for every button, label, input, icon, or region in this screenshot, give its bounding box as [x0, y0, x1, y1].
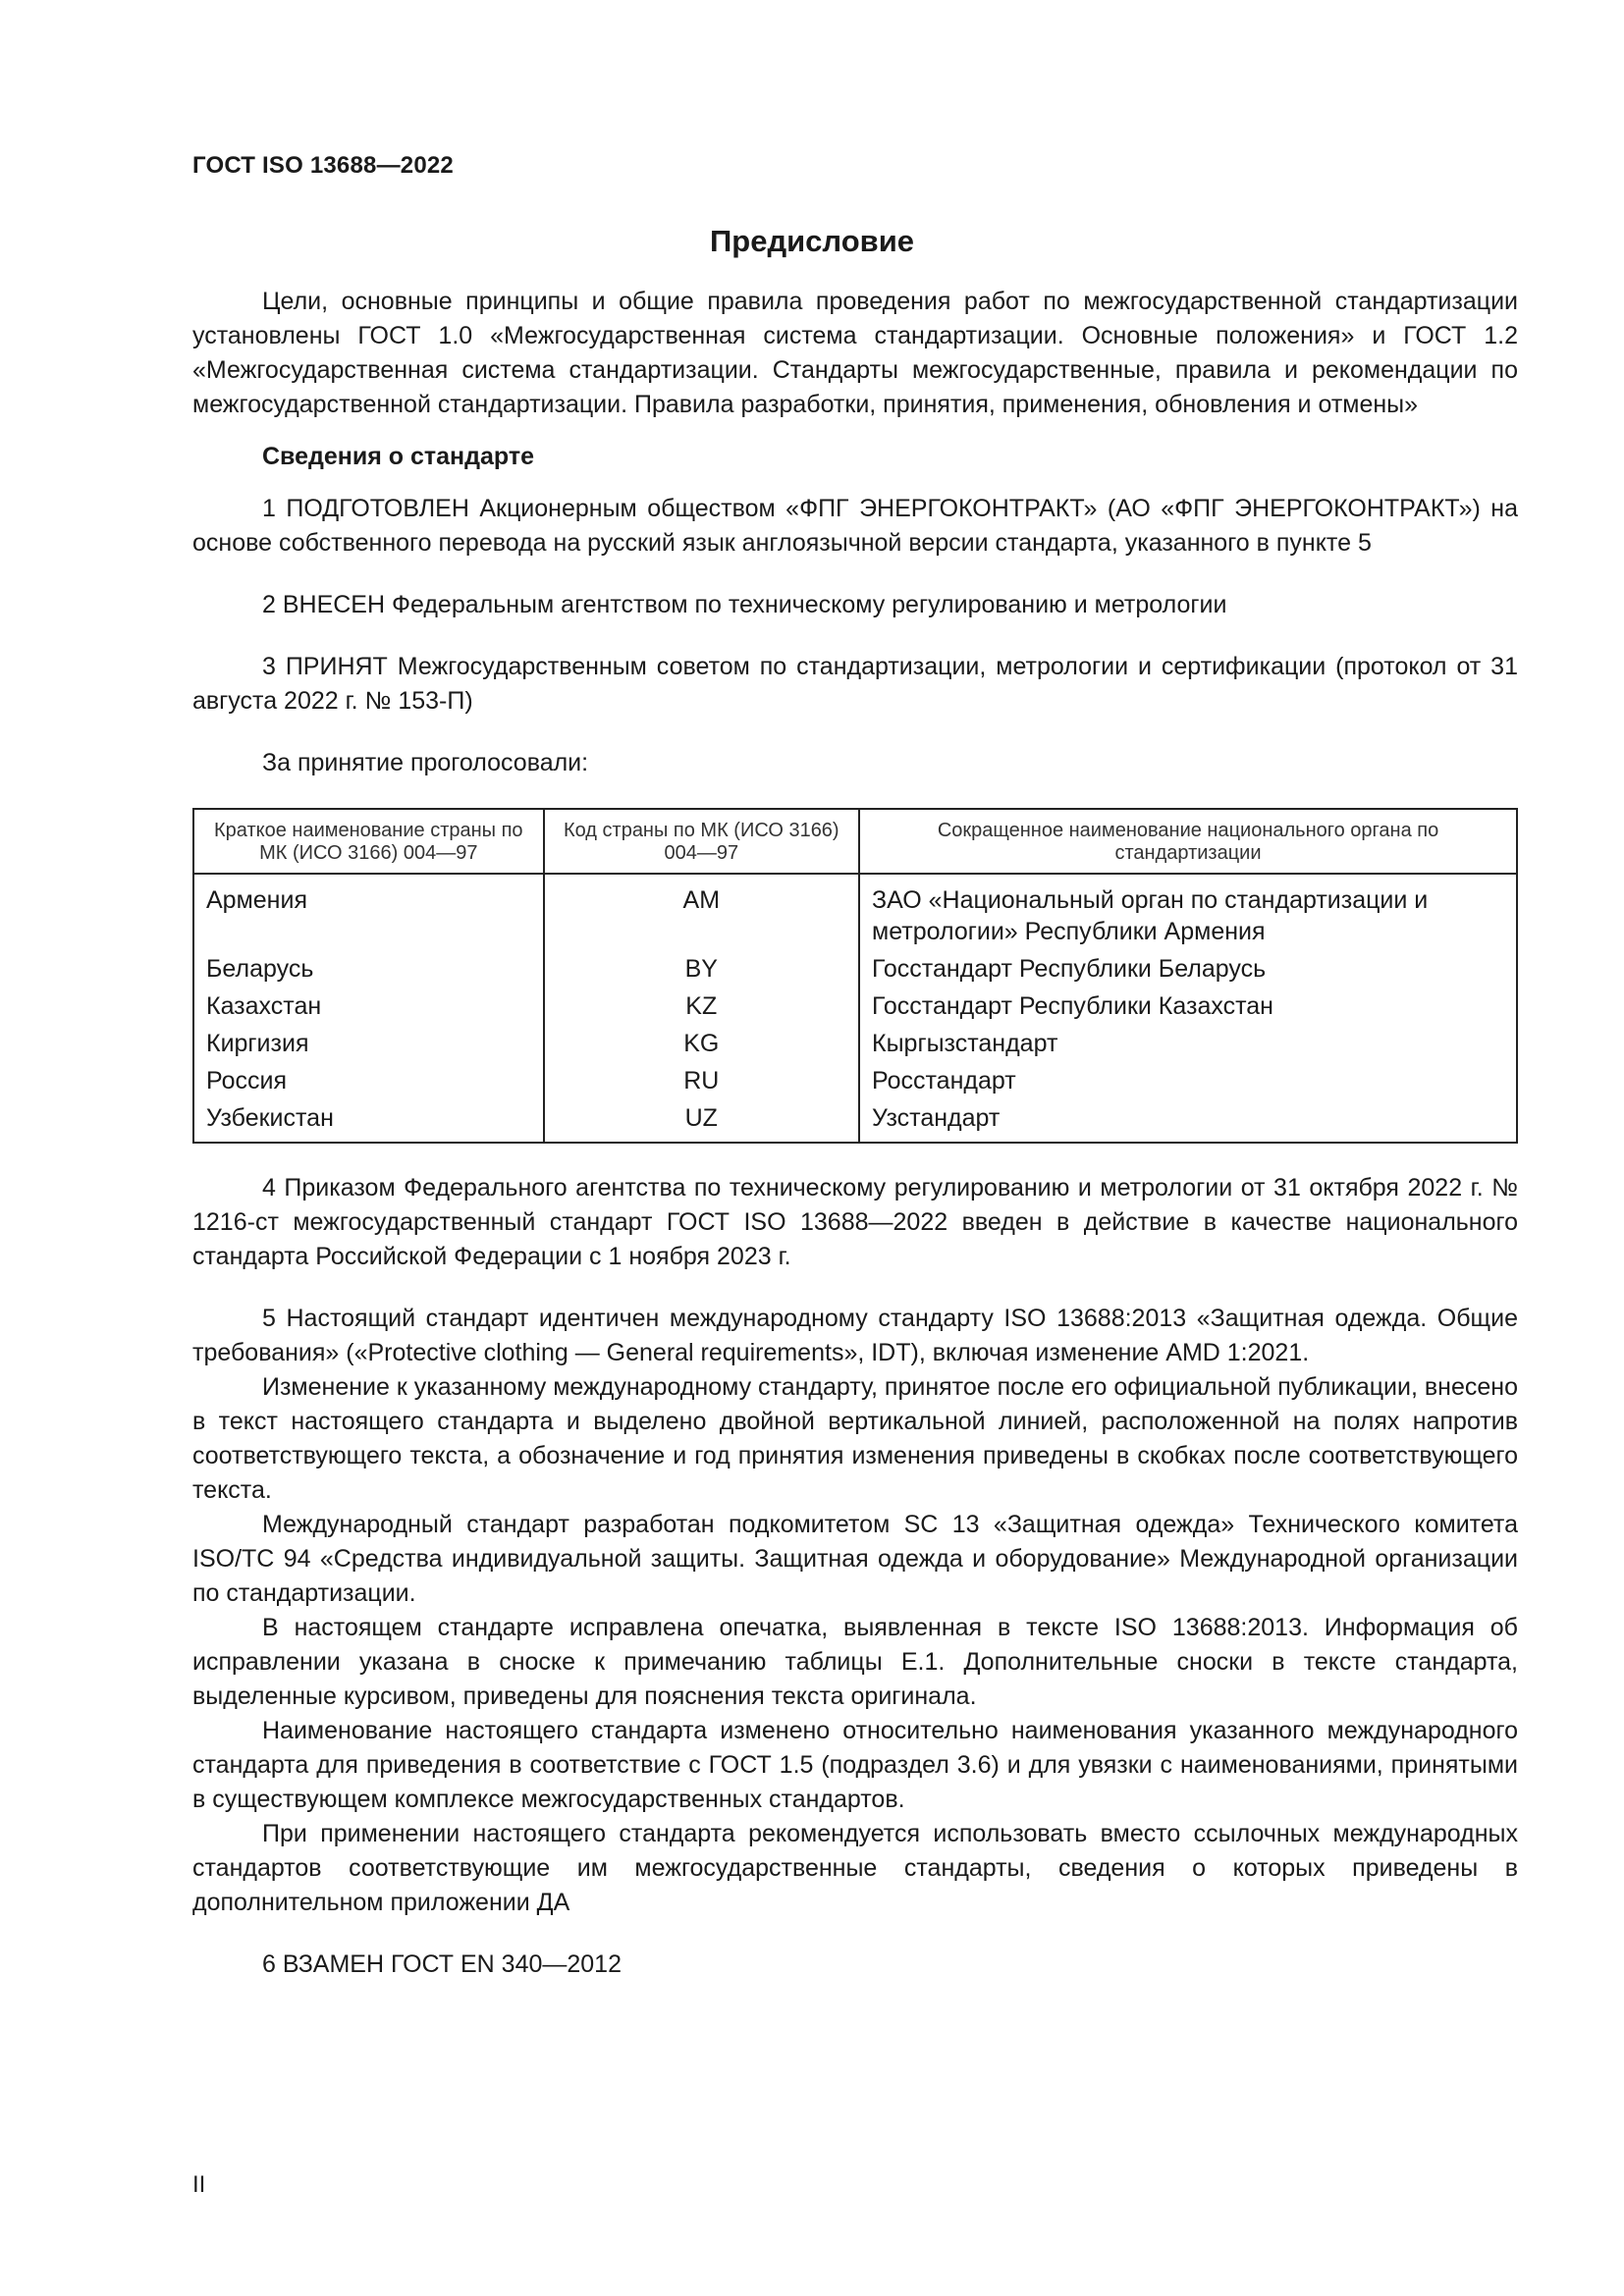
- item-2-paragraph: 2 ВНЕСЕН Федеральным агентством по техническому регулированию и метрологии: [262, 591, 1227, 618]
- item-1-paragraph: 1 ПОДГОТОВЛЕН Акционерным обществом «ФПГ ЭНЕРГОКОНТРАКТ» (АО «ФПГ ЭНЕРГОКОНТРАКТ») на основе собственного перевода на русский язык англоязычной версии стандарта, указанного в пункте 5: [192, 495, 1518, 557]
- item-5-title-change-paragraph: Наименование настоящего стандарта изменено относительно наименования указанного международного стандарта для приведения в соответствие с ГОСТ 1.5 (подраздел 3.6) и для увязки с наименованиями, принятыми в существующем комплексе межгосударственных стандартов.: [192, 1717, 1518, 1813]
- country-code-cell: BY: [544, 950, 859, 988]
- voting-countries-table: [192, 808, 1518, 1144]
- table-row: [193, 988, 1517, 1025]
- item-5-paragraph: 5 Настоящий стандарт идентичен международному стандарту ISO 13688:2013 «Защитная одежда. Общие требования» («Protective clothing — General requirements», IDT), включая изменение AMD 1:2021.: [192, 1305, 1518, 1366]
- intro-paragraph: Цели, основные принципы и общие правила проведения работ по межгосударственной стандартизации установлены ГОСТ 1.0 «Межгосударственная система стандартизации. Основные положения» и ГОСТ 1.2 «Межгосударственная система стандартизации. Стандарты межгосударственные, правила и рекомендации по межгосударственной стандартизации. Правила разработки, принятия, применения, обновления и отмены»: [192, 288, 1518, 418]
- item-4-paragraph: 4 Приказом Федерального агентства по техническому регулированию и метрологии от 31 октября 2022 г. № 1216-ст межгосударственный стандарт ГОСТ ISO 13688—2022 введен в действие в качестве национального стандарта Российской Федерации с 1 ноября 2023 г.: [192, 1174, 1518, 1270]
- standard-code-header: ГОСТ ISO 13688—2022: [192, 152, 454, 179]
- standards-body-cell: Кыргызстандарт: [859, 1025, 1517, 1062]
- header-country-code: Код страны по МК (ИСО 3166) 004—97: [544, 809, 859, 874]
- vote-intro: За принятие проголосовали:: [262, 749, 589, 776]
- table-header-row: [193, 809, 1517, 874]
- table-row: [193, 950, 1517, 988]
- header-standards-body: Сокращенное наименование национального органа по стандартизации: [859, 809, 1517, 874]
- item-6-paragraph: 6 ВЗАМЕН ГОСТ EN 340—2012: [262, 1950, 622, 1978]
- country-name-cell: Россия: [193, 1062, 544, 1099]
- country-code-cell: RU: [544, 1062, 859, 1099]
- country-name-cell: Узбекистан: [193, 1099, 544, 1143]
- country-name-cell: Армения: [193, 874, 544, 950]
- standards-body-cell: ЗАО «Национальный орган по стандартизации и метрологии» Республики Армения: [859, 874, 1517, 950]
- standards-body-cell: Узстандарт: [859, 1099, 1517, 1143]
- header-country-name: Краткое наименование страны по МК (ИСО 3166) 004—97: [193, 809, 544, 874]
- item-5-references-paragraph: При применении настоящего стандарта рекомендуется использовать вместо ссылочных международных стандартов соответствующие им межгосударственные стандарты, сведения о которых приведены в дополнительном приложении ДА: [192, 1820, 1518, 1916]
- country-name-cell: Казахстан: [193, 988, 544, 1025]
- item-5-amendment-paragraph: Изменение к указанному международному стандарту, принятое после его официальной публикации, внесено в текст настоящего стандарта и выделено двойной вертикальной линией, расположенной на полях напротив соответствующего текста, а обозначение и год принятия изменения приведены в скобках после соответствующего текста.: [192, 1373, 1518, 1504]
- country-code-cell: KZ: [544, 988, 859, 1025]
- standards-body-cell: Госстандарт Республики Казахстан: [859, 988, 1517, 1025]
- country-name-cell: Беларусь: [193, 950, 544, 988]
- section-subheading: Сведения о стандарте: [262, 443, 535, 470]
- country-name-cell: Киргизия: [193, 1025, 544, 1062]
- country-code-cell: KG: [544, 1025, 859, 1062]
- standards-body-cell: Госстандарт Республики Беларусь: [859, 950, 1517, 988]
- table-row: [193, 874, 1517, 950]
- country-code-cell: UZ: [544, 1099, 859, 1143]
- page-title: Предисловие: [709, 224, 914, 258]
- table-row: [193, 1062, 1517, 1099]
- table-row: [193, 1025, 1517, 1062]
- page-number: II: [192, 2171, 206, 2198]
- document-body: [192, 285, 1518, 1982]
- item-5-developer-paragraph: Международный стандарт разработан подкомитетом SC 13 «Защитная одежда» Технического комитета ISO/TC 94 «Средства индивидуальной защиты. Защитная одежда и оборудование» Международной организации по стандартизации.: [192, 1511, 1518, 1607]
- item-3-paragraph: 3 ПРИНЯТ Межгосударственным советом по стандартизации, метрологии и сертификации (протокол от 31 августа 2022 г. № 153-П): [192, 653, 1518, 715]
- table-row: [193, 1099, 1517, 1143]
- standards-body-cell: Росстандарт: [859, 1062, 1517, 1099]
- country-code-cell: AM: [544, 874, 859, 950]
- item-5-typo-paragraph: В настоящем стандарте исправлена опечатка, выявленная в тексте ISO 13688:2013. Информация об исправлении указана в сноске к примечанию таблицы Е.1. Дополнительные сноски в тексте стандарта, выделенные курсивом, приведены для пояснения текста оригинала.: [192, 1614, 1518, 1710]
